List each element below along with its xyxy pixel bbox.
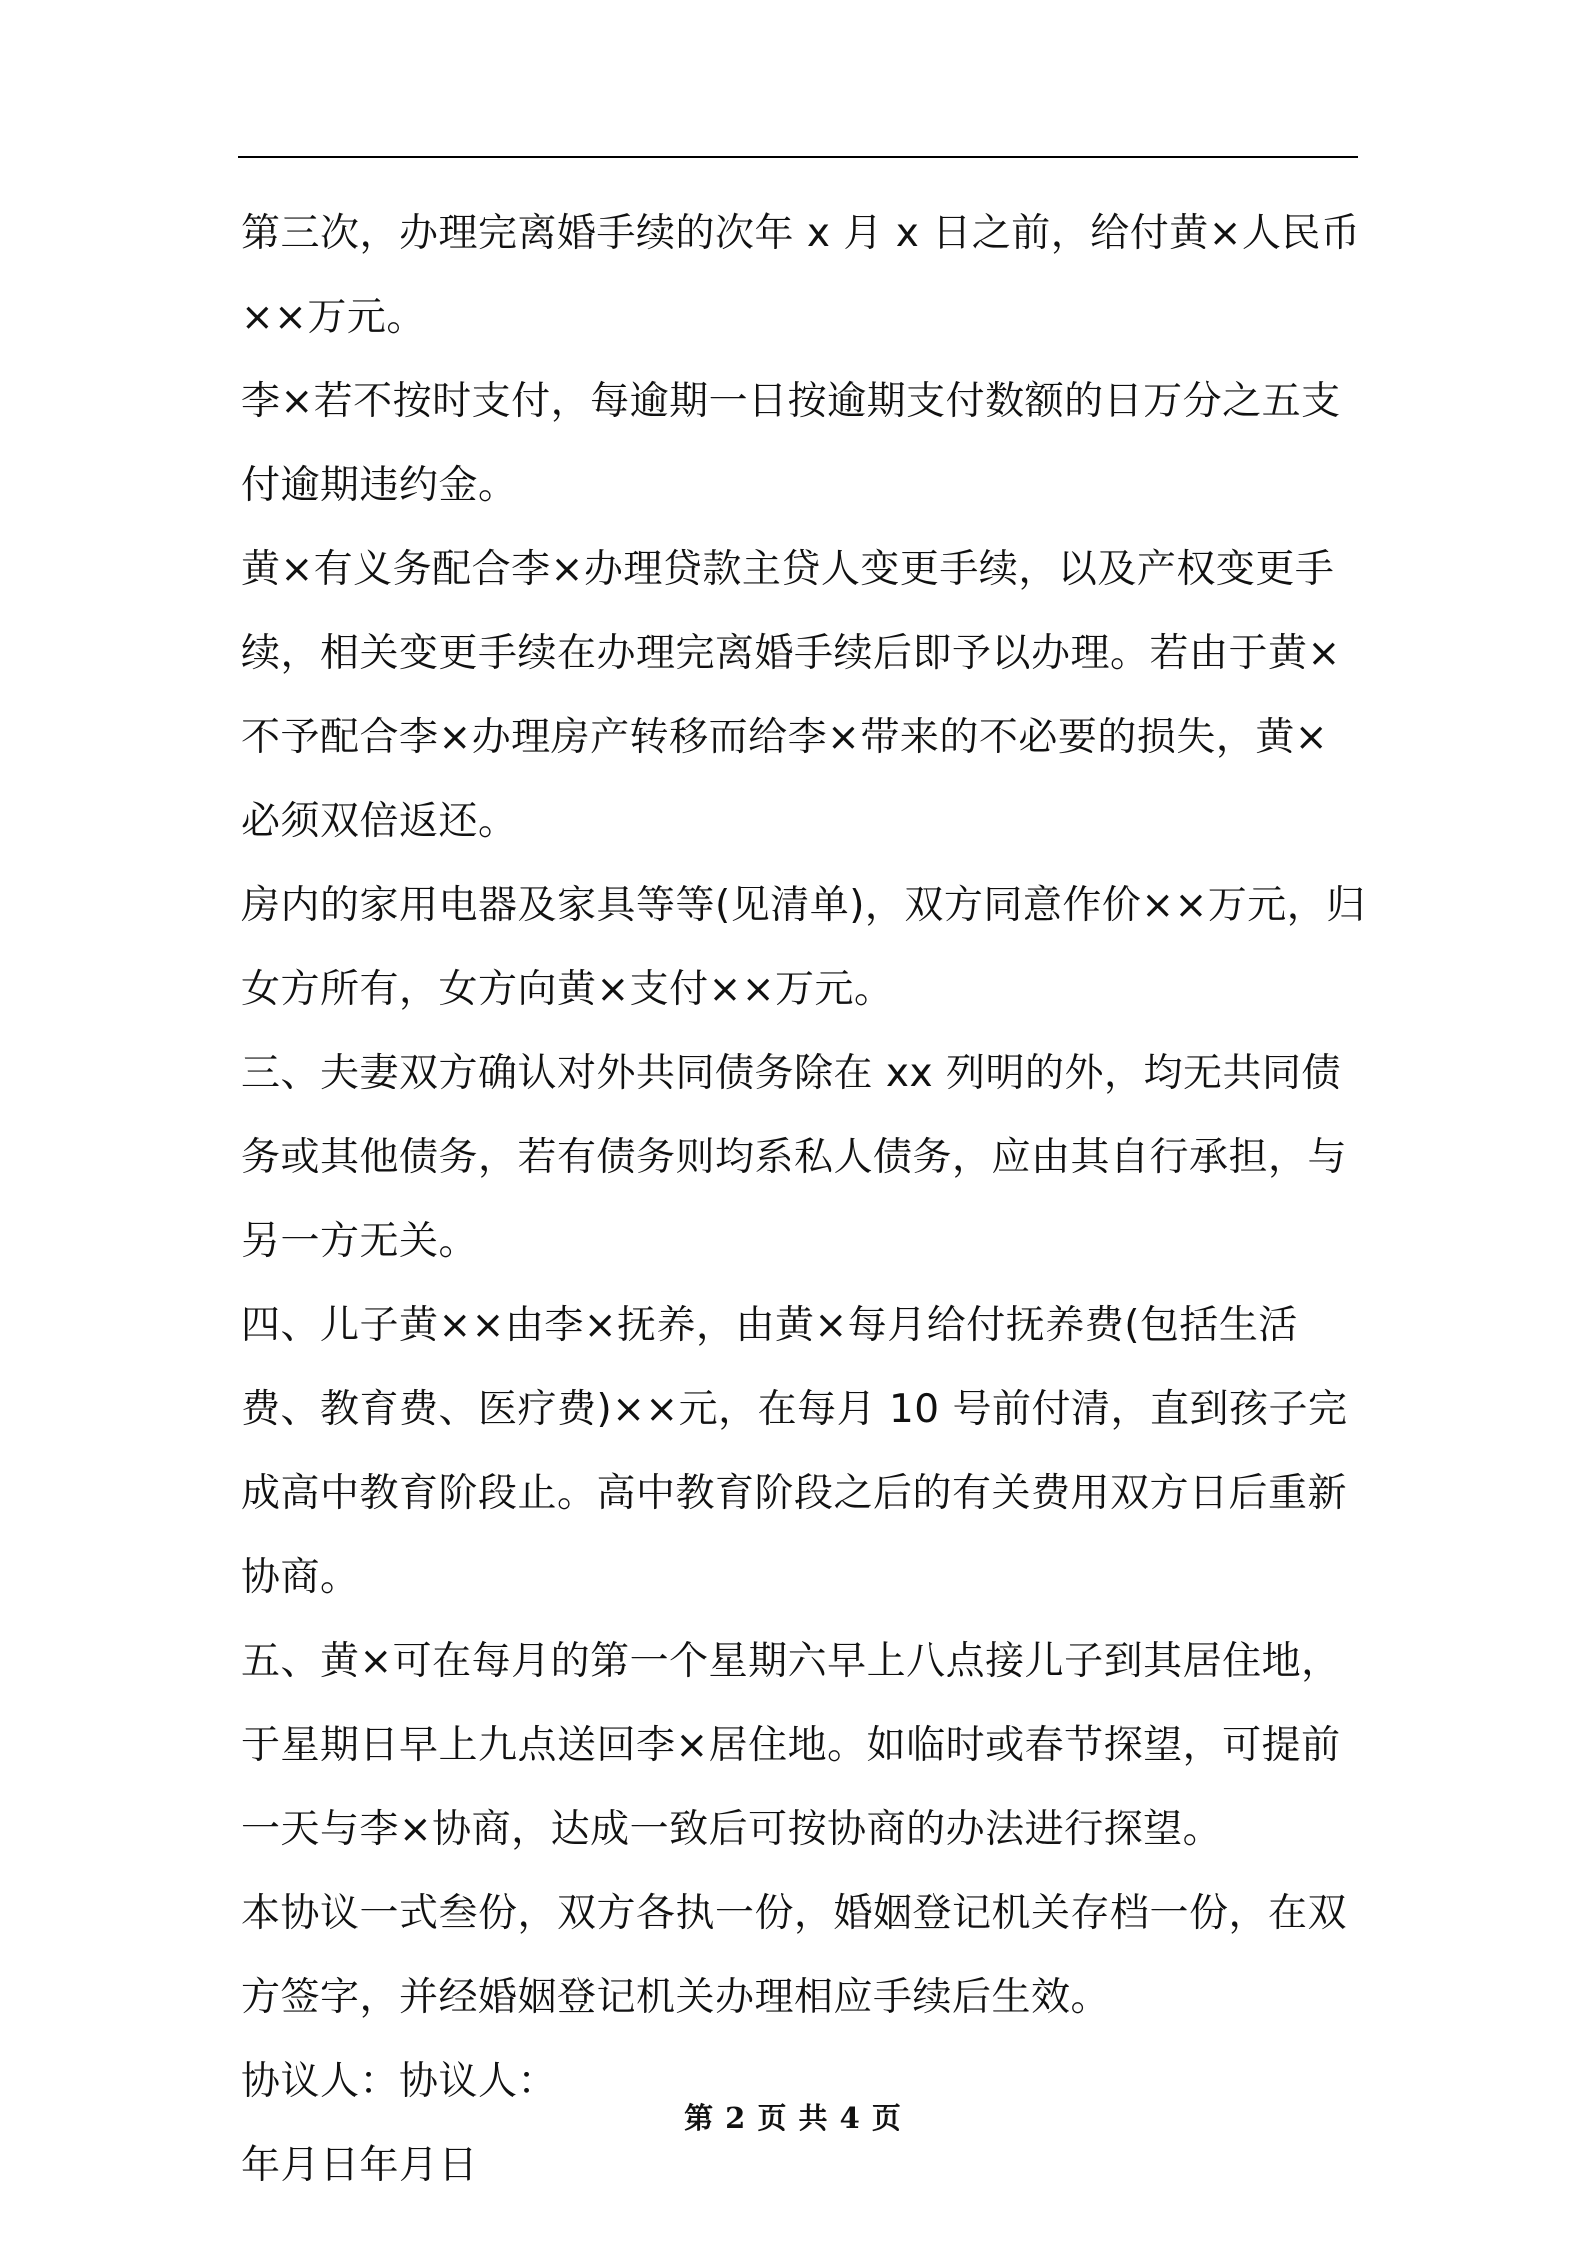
- paragraph-copies-effective: 本协议一式叁份，双方各执一份，婚姻登记机关存档一份，在双方签字，并经婚姻登记机关办理相应手续后生效。: [241, 1891, 1348, 2020]
- paragraph-appliances: 房内的家用电器及家具等等(见清单)，双方同意作价××万元，归女方所有，女方向黄×支付××万元。: [241, 883, 1366, 1012]
- paragraph-loan-transfer: 黄×有义务配合李×办理贷款主贷人变更手续，以及产权变更手续，相关变更手续在办理完离婚手续后即予以办理。若由于黄×不予配合李×办理房产转移而给李×带来的不必要的损失，黄×必须双倍返还。: [241, 547, 1341, 844]
- page-number: 第 2 页 共 4 页: [684, 2101, 902, 2135]
- paragraph-section-five-visitation: 五、黄×可在每月的第一个星期六早上八点接儿子到其居住地，于星期日早上九点送回李×居住地。如临时或春节探望，可提前一天与李×协商，达成一致后可按协商的办法进行探望。: [241, 1639, 1341, 1852]
- document-body: [241, 192, 1366, 2208]
- paragraph-third-payment: 第三次，办理完离婚手续的次年 x 月 x 日之前，给付黄×人民币××万元。: [241, 211, 1361, 340]
- paragraph-late-penalty: 李×若不按时支付，每逾期一日按逾期支付数额的日万分之五支付逾期违约金。: [241, 379, 1341, 508]
- signature-line: 协议人：协议人：: [241, 2059, 558, 2104]
- date-line: 年月日年月日: [241, 2143, 479, 2188]
- paragraph-section-four-custody: 四、儿子黄××由李×抚养，由黄×每月给付抚养费(包括生活费、教育费、医疗费)××元，在每月 10 号前付清，直到孩子完成高中教育阶段止。高中教育阶段之后的有关费用双方日后重新协商。: [241, 1303, 1348, 1600]
- header-rule: [238, 156, 1358, 158]
- paragraph-section-three-debts: 三、夫妻双方确认对外共同债务除在 xx 列明的外，均无共同债务或其他债务，若有债务则均系私人债务，应由其自行承担，与另一方无关。: [241, 1051, 1348, 1264]
